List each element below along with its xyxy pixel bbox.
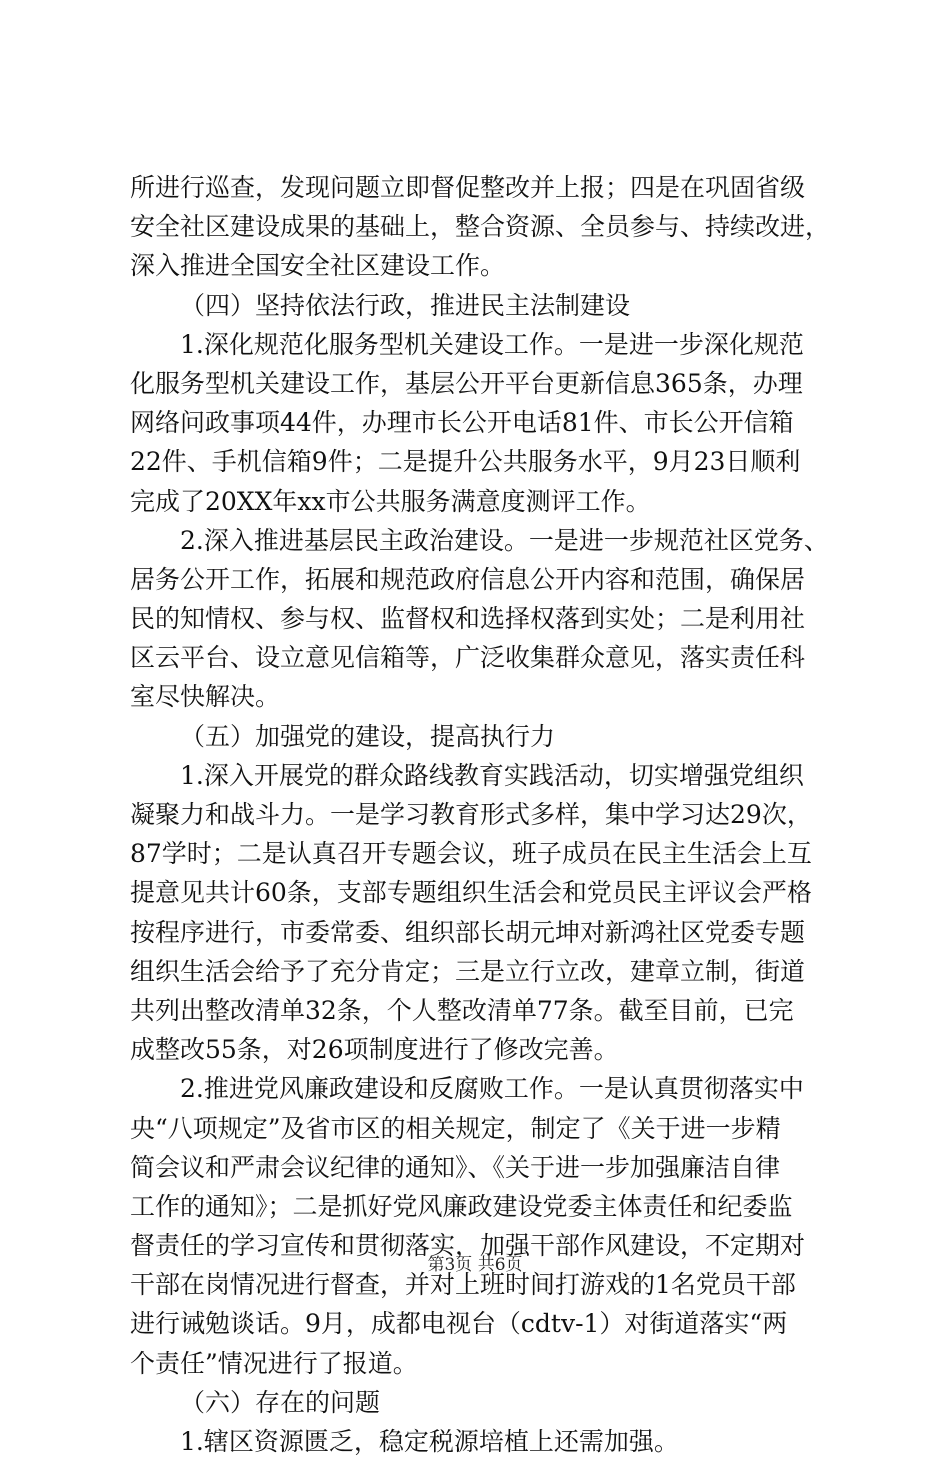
text-line: 提意见共计60条，支部专题组织生活会和党员民主评议会严格 [130, 878, 812, 908]
text-line: 民的知情权、参与权、监督权和选择权落到实处；二是利用社 [130, 604, 806, 634]
text-line: 完成了20XX年xx市公共服务满意度测评工作。 [130, 486, 651, 516]
text-line: 区云平台、设立意见信箱等，广泛收集群众意见，落实责任科 [130, 643, 806, 673]
text-line: 所进行巡查，发现问题立即督促整改并上报；四是在巩固省级 [130, 173, 806, 202]
text-line: 网络问政事项44件，办理市长公开电话81件、市长公开信箱 [130, 408, 794, 438]
text-line: 2.推进党风廉政建设和反腐败工作。一是认真贯彻落实中 [180, 1074, 804, 1104]
text-line: 2.深入推进基层民主政治建设。一是进一步规范社区党务、 [180, 525, 829, 555]
text-line: 化服务型机关建设工作，基层公开平台更新信息365条，办理 [130, 368, 803, 398]
text-line: 居务公开工作，拓展和规范政府信息公开内容和范围，确保居 [130, 564, 806, 594]
text-line: 进行诫勉谈话。9月，成都电视台（cdtv-1）对街道落实“两 [130, 1309, 788, 1339]
text-line: 1.辖区资源匮乏，稳定税源培植上还需加强。 [180, 1427, 679, 1456]
text-line: （四）坚持依法行政，推进民主法制建设 [180, 290, 631, 320]
text-line: 按程序进行，市委常委、组织部长胡元坤对新鸿社区党委专题 [130, 917, 806, 947]
text-line: 央“八项规定”及省市区的相关规定，制定了《关于进一步精 [130, 1113, 781, 1143]
text-line: 1.深化规范化服务型机关建设工作。一是进一步深化规范 [180, 329, 804, 359]
text-line: 个责任”情况进行了报道。 [130, 1348, 418, 1378]
text-line: 1.深入开展党的群众路线教育实践活动，切实增强党组织 [180, 760, 804, 790]
text-line: 87学时；二是认真召开专题会议，班子成员在民主生活会上互 [130, 839, 812, 869]
text-line: 简会议和严肃会议纪律的通知》、《关于进一步加强廉洁自律 [130, 1152, 781, 1182]
text-line: 组织生活会给予了充分肯定；三是立行立改，建章立制，街道 [130, 956, 806, 986]
text-line: 凝聚力和战斗力。一是学习教育形式多样，集中学习达29次， [130, 800, 812, 829]
page-footer: 第3页 共6页 [427, 1255, 523, 1275]
text-line: 深入推进全国安全社区建设工作。 [130, 251, 506, 281]
text-line: 督责任的学习宣传和贯彻落实，加强干部作风建设，不定期对 [130, 1231, 806, 1261]
text-line: （六）存在的问题 [180, 1387, 381, 1417]
text-line: 工作的通知》；二是抓好党风廉政建设党委主体责任和纪委监 [130, 1191, 793, 1221]
text-line: 安全社区建设成果的基础上，整合资源、全员参与、持续改进， [130, 212, 831, 242]
text-line: 成整改55条，对26项制度进行了修改完善。 [130, 1035, 619, 1065]
text-line: （五）加强党的建设，提高执行力 [180, 721, 556, 751]
text-line: 干部在岗情况进行督查，并对上班时间打游戏的1名党员干部 [130, 1270, 796, 1300]
text-line: 室尽快解决。 [130, 682, 281, 712]
text-line: 共列出整改清单32条，个人整改清单77条。截至目前，已完 [130, 995, 794, 1025]
text-line: 22件、手机信箱9件；二是提升公共服务水平，9月23日顺利 [130, 447, 801, 477]
